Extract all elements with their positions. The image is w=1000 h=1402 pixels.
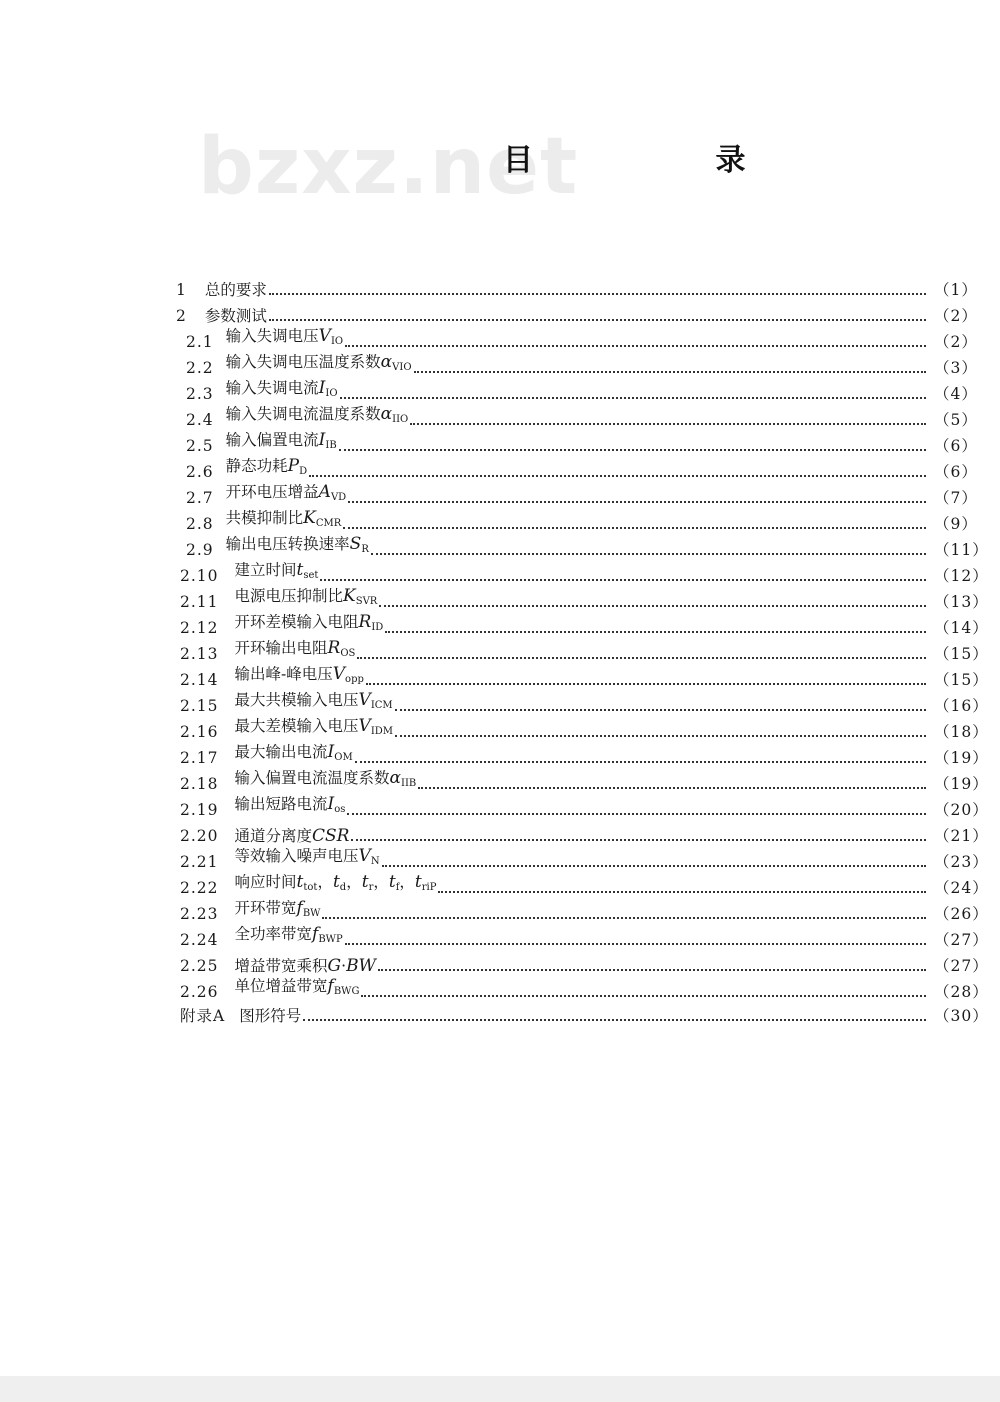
toc-entry-label: 开环差模输入电阻$R_{ID}$ [234,612,384,633]
toc-entry-number: 2.21 [180,853,219,871]
toc-entry-label: 总的要求 [204,281,267,299]
toc-entry-number: 2.4 [186,411,214,429]
toc-entry-page: （14） [934,619,989,637]
toc-entry[interactable] [180,794,989,820]
toc-entry[interactable] [180,846,989,872]
toc-entry[interactable] [180,872,989,898]
toc-entry-page: （2） [934,307,978,325]
toc-entry-number: 2.9 [186,541,214,559]
dot-leader [351,837,926,841]
toc-entry-page: （30） [934,1007,989,1025]
toc-entry-label: 最大输出电流$I_{OM}$ [234,742,353,763]
dot-leader [347,811,926,815]
toc-entry[interactable] [186,534,989,560]
toc-entry-number: 2.12 [180,619,219,637]
toc-entry-number: 2.15 [180,697,219,715]
toc-entry-label: 静态功耗$P_D$ [225,456,308,477]
toc-entry-page: （24） [934,879,989,897]
dot-leader [371,551,926,555]
dot-leader [303,1017,926,1021]
toc-entry-label: 输入偏置电流温度系数$\alpha_{IIB}$ [234,768,417,789]
toc-entry-number: 2.5 [186,437,214,455]
toc-entry-label: 建立时间$t_{set}$ [234,560,319,581]
toc-entry-number: 1 [176,281,187,299]
toc-entry[interactable] [176,302,976,326]
page-title: 目 录 [503,143,832,178]
toc-entry-label: 响应时间$t_{tot}$，$t_d$，$t_r$，$t_f$，$t_{riP}$ [234,872,437,893]
dot-leader [269,317,926,321]
page-bottom-band [0,1376,1000,1402]
toc-entry-number: 2.11 [180,593,219,611]
dot-leader [414,369,926,373]
toc-entry-page: （7） [934,489,978,507]
toc-entry-label: 最大差模输入电压$V_{IDM}$ [234,716,394,737]
dot-leader [410,421,926,425]
toc-entry-page: （6） [934,463,978,481]
toc-entry-number: 2.24 [180,931,219,949]
dot-leader [322,915,926,919]
toc-entry-page: （19） [934,749,989,767]
toc-entry-number: 2.3 [186,385,214,403]
toc-entry-number: 2.23 [180,905,219,923]
watermark: bzxz.net [198,122,579,212]
toc-entry-number: 2.13 [180,645,219,663]
toc-entry-page: （12） [934,567,989,585]
toc-entry[interactable] [180,768,989,794]
dot-leader [348,499,926,503]
toc-entry-number: 2.14 [180,671,219,689]
dot-leader [309,473,926,477]
toc-entry-label: 图形符号 [239,1007,302,1025]
toc-entry-label: 开环输出电阻$R_{OS}$ [234,638,356,659]
toc-entry[interactable] [180,690,989,716]
toc-entry[interactable] [186,328,976,352]
toc-entry[interactable] [180,638,989,664]
toc-entry-label: 电源电压抑制比$K_{SVR}$ [234,586,378,607]
dot-leader [379,603,926,607]
toc-entry[interactable] [176,276,976,300]
toc-entry[interactable] [180,898,989,924]
dot-leader [378,967,926,971]
toc-entry-page: （4） [934,385,978,403]
toc-entry-page: （26） [934,905,989,923]
toc-entry-label: 通道分离度CSR [234,826,350,846]
toc-entry-label: 输出峰-峰电压$V_{opp}$ [234,664,364,685]
dot-leader [345,941,926,945]
toc-entry-page: （28） [934,983,989,1001]
dot-leader [385,629,926,633]
toc-entry-number: 2 [176,307,187,325]
dot-leader [366,681,926,685]
toc-entry[interactable] [186,380,976,404]
toc-entry-number: 2.25 [180,957,219,975]
toc-entry-page: （15） [934,645,989,663]
toc-entry-label: 单位增益带宽$f_{BWG}$ [234,976,360,997]
toc-entry-label: 输入失调电压$V_{IO}$ [225,326,344,347]
toc-entry[interactable] [180,976,989,1002]
toc-entry-number: 2.10 [180,567,219,585]
toc-entry[interactable] [180,924,989,950]
toc-entry-number: 2.26 [180,983,219,1001]
dot-leader [395,733,926,737]
toc-entry-page: （6） [934,437,978,455]
dot-leader [340,395,926,399]
toc-entry-label: 全功率带宽$f_{BWP}$ [234,924,343,945]
dot-leader [269,291,926,295]
toc-entry-page: （13） [934,593,989,611]
toc-entry-label: 输入失调电压温度系数$\alpha_{VIO}$ [225,352,412,373]
toc-entry-number: 2.20 [180,827,219,845]
toc-entry-page: （19） [934,775,989,793]
toc-entry-page: （27） [934,931,989,949]
dot-leader [382,863,926,867]
toc-entry-label: 输入失调电流$I_{IO}$ [225,378,338,399]
toc-entry-number: 2.7 [186,489,214,507]
toc-entry[interactable] [180,560,989,586]
toc-entry-page: （9） [934,515,978,533]
toc-entry[interactable] [186,406,976,430]
toc-entry[interactable] [180,822,989,846]
toc-entry-page: （18） [934,723,989,741]
toc-entry[interactable] [186,354,976,378]
toc-entry-page: （16） [934,697,989,715]
toc-entry-page: （2） [934,333,978,351]
dot-leader [339,447,926,451]
toc-entry-label: 输入失调电流温度系数$\alpha_{IIO}$ [225,404,409,425]
toc-entry-number: 2.18 [180,775,219,793]
toc-entry-page: （21） [934,827,989,845]
toc-entry-number: 2.16 [180,723,219,741]
toc-entry-label: 最大共模输入电压$V_{ICM}$ [234,690,393,711]
toc-entry[interactable] [180,716,989,742]
toc-entry-label: 等效输入噪声电压$V_N$ [234,846,380,867]
toc-entry[interactable] [186,432,976,456]
toc-entry[interactable] [180,612,989,638]
dot-leader [345,343,926,347]
toc-entry[interactable] [186,484,976,508]
toc-entry-label: 开环电压增益$A_{VD}$ [225,482,347,503]
toc-entry-label: 输出短路电流$I_{os}$ [234,794,346,815]
toc-entry-number: 2.6 [186,463,214,481]
toc-entry-label: 输出电压转换速率$S_R$ [225,534,369,555]
toc-entry-page: （27） [934,957,989,975]
toc-entry-page: （3） [934,359,978,377]
toc-entry-number: 2.8 [186,515,214,533]
toc-entry-number: 2.2 [186,359,214,377]
dot-leader [357,655,926,659]
toc-entry[interactable] [186,510,976,534]
toc-entry-page: （20） [934,801,989,819]
toc-entry[interactable] [180,952,989,976]
toc-entry[interactable] [180,664,989,690]
toc-entry-page: （23） [934,853,989,871]
toc-entry-label: 输入偏置电流$I_{IB}$ [225,430,337,451]
toc-entry-label: 增益带宽乘积G·BW [234,956,377,976]
toc-entry-page: （11） [934,541,989,559]
toc-entry-label: 开环带宽$f_{BW}$ [234,898,321,919]
dot-leader [395,707,926,711]
toc-entry-label: 共模抑制比$K_{CMR}$ [225,508,342,529]
dot-leader [320,577,926,581]
toc-entry-label: 参数测试 [204,307,267,325]
dot-leader [343,525,926,529]
toc-entry-page: （1） [934,281,978,299]
toc-entry-number: 2.19 [180,801,219,819]
dot-leader [361,993,926,997]
dot-leader [418,785,926,789]
toc-entry[interactable] [180,742,989,768]
toc-entry-page: （5） [934,411,978,429]
toc-entry[interactable] [186,458,976,482]
dot-leader [355,759,926,763]
toc-entry-number: 2.17 [180,749,219,767]
toc-entry-number: 2.1 [186,333,214,351]
toc-entry[interactable] [180,1002,989,1026]
toc-entry[interactable] [180,586,989,612]
dot-leader [438,889,926,893]
toc-entry-number: 2.22 [180,879,219,897]
toc-entry-number: 附录A [180,1007,226,1025]
toc-entry-page: （15） [934,671,989,689]
